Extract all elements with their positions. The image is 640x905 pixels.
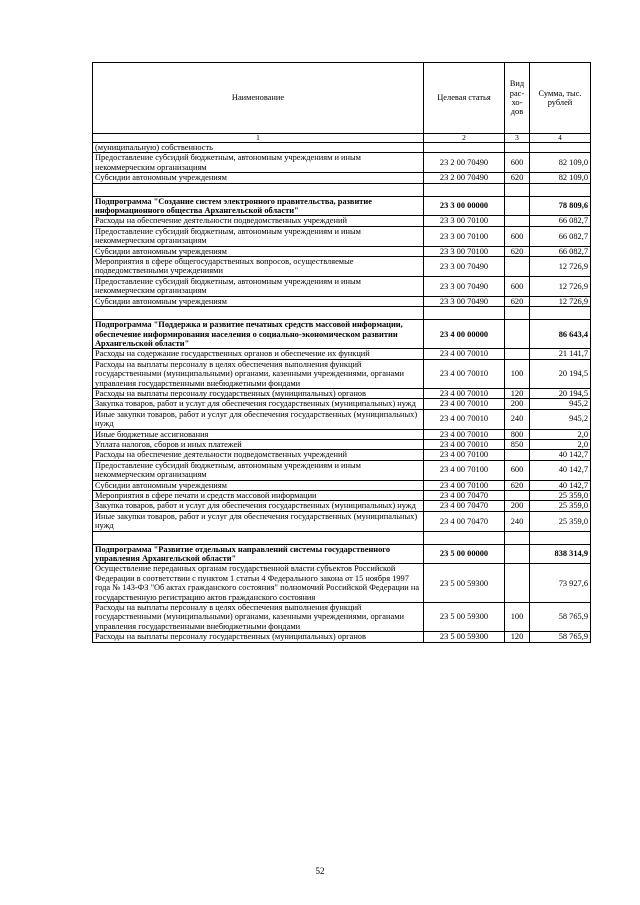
sum-cell: 945,2 bbox=[530, 409, 591, 429]
target-article-cell: 23 3 00 70100 bbox=[424, 246, 505, 256]
sum-cell: 82 109,0 bbox=[530, 173, 591, 183]
spacer-cell bbox=[505, 183, 530, 196]
spacer-cell bbox=[505, 307, 530, 320]
target-article-cell: 23 4 00 70010 bbox=[424, 429, 505, 439]
sum-cell: 58 765,9 bbox=[530, 603, 591, 632]
target-article-cell: 23 4 00 70470 bbox=[424, 501, 505, 511]
expense-type-cell bbox=[505, 564, 530, 603]
expense-type-cell: 600 bbox=[505, 460, 530, 480]
table-row bbox=[93, 153, 591, 173]
spacer-cell bbox=[424, 531, 505, 544]
expense-type-cell: 200 bbox=[505, 399, 530, 409]
target-article-cell: 23 3 00 00000 bbox=[424, 196, 505, 216]
sum-cell: 66 082,7 bbox=[530, 216, 591, 226]
sum-cell: 86 643,4 bbox=[530, 320, 591, 349]
sum-cell: 40 142,7 bbox=[530, 450, 591, 460]
table-row bbox=[93, 257, 591, 277]
spacer-cell bbox=[530, 183, 591, 196]
name-cell: Мероприятия в сфере общегосударственных вопросов, осуществляемые подведомственными учреждениями bbox=[93, 257, 424, 277]
table-row bbox=[93, 429, 591, 439]
table-row bbox=[93, 359, 591, 388]
table-row bbox=[93, 349, 591, 359]
table-row bbox=[93, 173, 591, 183]
sum-cell: 2,0 bbox=[530, 439, 591, 449]
spacer-cell bbox=[93, 307, 424, 320]
target-article-cell: 23 4 00 00000 bbox=[424, 320, 505, 349]
table-row bbox=[93, 491, 591, 501]
expense-type-cell bbox=[505, 257, 530, 277]
target-article-cell: 23 4 00 70100 bbox=[424, 460, 505, 480]
table-row bbox=[93, 511, 591, 531]
target-article-cell: 23 3 00 70490 bbox=[424, 276, 505, 296]
name-cell: Закупка товаров, работ и услуг для обеспечения государственных (муниципальных) нужд bbox=[93, 501, 424, 511]
spacer-row bbox=[93, 531, 591, 544]
name-cell: Субсидии автономным учреждениям bbox=[93, 246, 424, 256]
expense-type-cell: 100 bbox=[505, 359, 530, 388]
target-article-cell: 23 2 00 70490 bbox=[424, 173, 505, 183]
sum-cell: 66 082,7 bbox=[530, 226, 591, 246]
target-article-cell: 23 3 00 70100 bbox=[424, 226, 505, 246]
table-row bbox=[93, 216, 591, 226]
target-article-cell: 23 4 00 70010 bbox=[424, 399, 505, 409]
name-cell: Подпрограмма "Развитие отдельных направлений системы государственного управления Архангельской области" bbox=[93, 544, 424, 564]
sum-cell: 21 141,7 bbox=[530, 349, 591, 359]
table-row bbox=[93, 143, 591, 153]
sum-cell: 12 726,9 bbox=[530, 296, 591, 306]
target-article-cell: 23 4 00 70010 bbox=[424, 359, 505, 388]
table-row bbox=[93, 246, 591, 256]
name-cell: Субсидии автономным учреждениям bbox=[93, 173, 424, 183]
page-number: 52 bbox=[315, 866, 325, 876]
table-row bbox=[93, 276, 591, 296]
name-cell: Предоставление субсидий бюджетным, автономным учреждениям и иным некоммерческим организациям bbox=[93, 226, 424, 246]
target-article-cell bbox=[424, 143, 505, 153]
target-article-cell: 23 4 00 70010 bbox=[424, 349, 505, 359]
name-cell: Расходы на выплаты персоналу государственных (муниципальных) органов bbox=[93, 632, 424, 642]
name-cell: Расходы на содержание государственных органов и обеспечение их функций bbox=[93, 349, 424, 359]
spacer-cell bbox=[424, 183, 505, 196]
sum-cell: 12 726,9 bbox=[530, 257, 591, 277]
name-cell: Иные закупки товаров, работ и услуг для обеспечения государственных (муниципальных) нужд bbox=[93, 409, 424, 429]
spacer-row bbox=[93, 307, 591, 320]
spacer-cell bbox=[530, 307, 591, 320]
name-cell: (муниципальную) собственность bbox=[93, 143, 424, 153]
target-article-cell: 23 5 00 59300 bbox=[424, 603, 505, 632]
name-cell: Подпрограмма "Создание систем электронного правительства, развитие информационного общества Архангельской области" bbox=[93, 196, 424, 216]
table-header-row bbox=[93, 63, 591, 134]
target-article-cell: 23 5 00 59300 bbox=[424, 632, 505, 642]
target-article-cell: 23 5 00 59300 bbox=[424, 564, 505, 603]
sum-cell: 82 109,0 bbox=[530, 153, 591, 173]
sum-cell bbox=[530, 143, 591, 153]
name-cell: Закупка товаров, работ и услуг для обеспечения государственных (муниципальных) нужд bbox=[93, 399, 424, 409]
sum-cell: 945,2 bbox=[530, 399, 591, 409]
sum-cell: 12 726,9 bbox=[530, 276, 591, 296]
name-cell: Осуществление переданных органам государственной власти субъектов Российской Федерации в соответствии с пунктом 1 статьи 4 Федерального закона от 15 ноября 1997 года № 143-ФЗ "Об актах гражданского состояния" полномочий Российской Федерации на государственную регистрацию актов гражданского состояния bbox=[93, 564, 424, 603]
target-article-cell: 23 4 00 70470 bbox=[424, 491, 505, 501]
name-cell: Мероприятия в сфере печати и средств массовой информации bbox=[93, 491, 424, 501]
expense-type-cell bbox=[505, 450, 530, 460]
expense-type-cell: 620 bbox=[505, 246, 530, 256]
spacer-cell bbox=[530, 531, 591, 544]
expense-type-cell bbox=[505, 491, 530, 501]
target-article-cell: 23 4 00 70100 bbox=[424, 450, 505, 460]
expense-type-cell: 600 bbox=[505, 276, 530, 296]
target-article-cell: 23 5 00 00000 bbox=[424, 544, 505, 564]
subprogram-row bbox=[93, 320, 591, 349]
spacer-cell bbox=[424, 307, 505, 320]
expense-type-cell bbox=[505, 320, 530, 349]
spacer-row bbox=[93, 183, 591, 196]
name-cell: Субсидии автономным учреждениям bbox=[93, 480, 424, 490]
sum-cell: 58 765,9 bbox=[530, 632, 591, 642]
header-target-article: Целевая статья bbox=[424, 63, 505, 134]
target-article-cell: 23 3 00 70100 bbox=[424, 216, 505, 226]
expense-type-cell: 120 bbox=[505, 632, 530, 642]
target-article-cell: 23 3 00 70490 bbox=[424, 257, 505, 277]
name-cell: Иные закупки товаров, работ и услуг для обеспечения государственных (муниципальных) нужд bbox=[93, 511, 424, 531]
name-cell: Расходы на выплаты персоналу в целях обеспечения выполнения функций государственными (муниципальными) органами, казенными учреждениями, органами управления государственными внебюджетными фондами bbox=[93, 359, 424, 388]
target-article-cell: 23 4 00 70010 bbox=[424, 409, 505, 429]
table-row bbox=[93, 409, 591, 429]
sum-cell: 2,0 bbox=[530, 429, 591, 439]
subprogram-row bbox=[93, 544, 591, 564]
expense-type-cell: 200 bbox=[505, 501, 530, 511]
header-expense-type: Вид рас-хо-дов bbox=[505, 63, 530, 134]
expense-type-cell: 120 bbox=[505, 388, 530, 398]
name-cell: Подпрограмма "Поддержка и развитие печатных средств массовой информации, обеспечение информирования населения о социально-экономическом развитии Архангельской области" bbox=[93, 320, 424, 349]
sum-cell: 66 082,7 bbox=[530, 246, 591, 256]
expense-type-cell: 600 bbox=[505, 153, 530, 173]
spacer-cell bbox=[93, 531, 424, 544]
sum-cell: 20 194,5 bbox=[530, 388, 591, 398]
expense-type-cell bbox=[505, 544, 530, 564]
sum-cell: 40 142,7 bbox=[530, 460, 591, 480]
table-row bbox=[93, 388, 591, 398]
spacer-cell bbox=[93, 183, 424, 196]
sum-cell: 78 809,6 bbox=[530, 196, 591, 216]
expense-type-cell: 620 bbox=[505, 296, 530, 306]
expense-type-cell bbox=[505, 143, 530, 153]
column-number-3: 3 bbox=[505, 134, 530, 143]
name-cell: Уплата налогов, сборов и иных платежей bbox=[93, 439, 424, 449]
expense-type-cell: 100 bbox=[505, 603, 530, 632]
table-row bbox=[93, 632, 591, 642]
sum-cell: 20 194,5 bbox=[530, 359, 591, 388]
name-cell: Расходы на обеспечение деятельности подведомственных учреждений bbox=[93, 216, 424, 226]
expense-type-cell: 240 bbox=[505, 409, 530, 429]
header-sum: Сумма, тыс. рублей bbox=[530, 63, 591, 134]
target-article-cell: 23 4 00 70470 bbox=[424, 511, 505, 531]
table-row bbox=[93, 226, 591, 246]
table-row bbox=[93, 480, 591, 490]
sum-cell: 25 359,0 bbox=[530, 511, 591, 531]
table-row bbox=[93, 296, 591, 306]
header-name: Наименование bbox=[93, 63, 424, 134]
expense-type-cell: 850 bbox=[505, 439, 530, 449]
name-cell: Предоставление субсидий бюджетным, автономным учреждениям и иным некоммерческим организациям bbox=[93, 153, 424, 173]
sum-cell: 25 359,0 bbox=[530, 491, 591, 501]
target-article-cell: 23 4 00 70010 bbox=[424, 439, 505, 449]
sum-cell: 73 927,6 bbox=[530, 564, 591, 603]
name-cell: Расходы на обеспечение деятельности подведомственных учреждений bbox=[93, 450, 424, 460]
target-article-cell: 23 4 00 70100 bbox=[424, 480, 505, 490]
expense-type-cell bbox=[505, 216, 530, 226]
table-row bbox=[93, 460, 591, 480]
target-article-cell: 23 3 00 70490 bbox=[424, 296, 505, 306]
sum-cell: 40 142,7 bbox=[530, 480, 591, 490]
subprogram-row bbox=[93, 196, 591, 216]
table-row bbox=[93, 399, 591, 409]
table-row bbox=[93, 501, 591, 511]
expense-type-cell: 620 bbox=[505, 173, 530, 183]
expense-type-cell: 600 bbox=[505, 226, 530, 246]
name-cell: Расходы на выплаты персоналу в целях обеспечения выполнения функций государственными (муниципальными) органами, казенными учреждениями, органами управления государственными внебюджетными фондами bbox=[93, 603, 424, 632]
expense-type-cell bbox=[505, 349, 530, 359]
name-cell: Субсидии автономным учреждениям bbox=[93, 296, 424, 306]
name-cell: Расходы на выплаты персоналу государственных (муниципальных) органов bbox=[93, 388, 424, 398]
expense-type-cell bbox=[505, 196, 530, 216]
column-number-2: 2 bbox=[424, 134, 505, 143]
name-cell: Предоставление субсидий бюджетным, автономным учреждениям и иным некоммерческим организациям bbox=[93, 460, 424, 480]
name-cell: Иные бюджетные ассигнования bbox=[93, 429, 424, 439]
expense-type-cell: 800 bbox=[505, 429, 530, 439]
column-number-1: 1 bbox=[93, 134, 424, 143]
spacer-cell bbox=[505, 531, 530, 544]
name-cell: Предоставление субсидий бюджетным, автономным учреждениям и иным некоммерческим организациям bbox=[93, 276, 424, 296]
sum-cell: 25 359,0 bbox=[530, 501, 591, 511]
table-row bbox=[93, 564, 591, 603]
table-row bbox=[93, 439, 591, 449]
target-article-cell: 23 4 00 70010 bbox=[424, 388, 505, 398]
expense-type-cell: 620 bbox=[505, 480, 530, 490]
table-row bbox=[93, 450, 591, 460]
sum-cell: 838 314,9 bbox=[530, 544, 591, 564]
column-number-4: 4 bbox=[530, 134, 591, 143]
expense-type-cell: 240 bbox=[505, 511, 530, 531]
table-row bbox=[93, 603, 591, 632]
target-article-cell: 23 2 00 70490 bbox=[424, 153, 505, 173]
column-number-row bbox=[93, 134, 591, 143]
table-body bbox=[93, 143, 591, 643]
budget-table bbox=[92, 62, 591, 643]
